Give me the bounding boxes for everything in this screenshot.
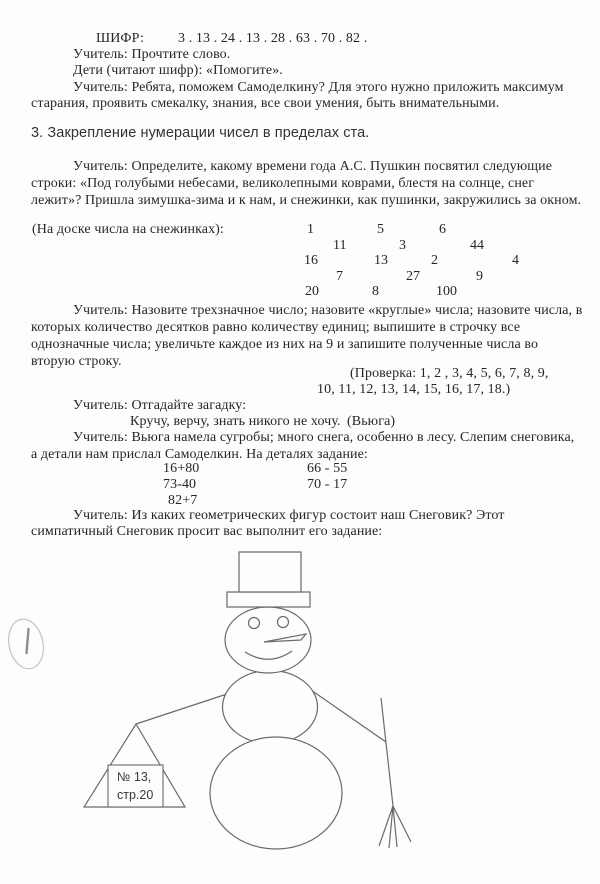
hat-crown bbox=[239, 552, 301, 592]
teacher-help-line-2: старания, проявить смекалку, знания, все свои умения, быть внимательными. bbox=[31, 96, 500, 111]
snowflake-number: 11 bbox=[333, 238, 347, 253]
task-expression: 16+80 bbox=[163, 461, 200, 476]
riddle-intro: Учитель: Отгадайте загадку: bbox=[73, 398, 247, 413]
snowflake-number: 44 bbox=[470, 238, 484, 253]
board-note: (На доске числа на снежинках): bbox=[32, 222, 224, 237]
task-expression: 66 - 55 bbox=[307, 461, 348, 476]
task-expression: 73-40 bbox=[163, 477, 197, 492]
margin-pencil-mark bbox=[4, 616, 48, 672]
cipher-label: ШИФР: bbox=[96, 31, 144, 46]
pushkin-line-2: строки: «Под голубыми небесами, великолепными коврами, блестя на солнце, снег bbox=[31, 176, 535, 191]
geometry-line-2: симпатичный Снеговик просит вас выполнит его задание: bbox=[31, 524, 383, 539]
snowflake-number: 8 bbox=[372, 284, 379, 299]
pushkin-line-1: Учитель: Определите, какому времени года А.С. Пушкин посвятил следующие bbox=[73, 159, 553, 174]
riddle-text: Кручу, верчу, знать никого не хочу. bbox=[130, 414, 341, 429]
snowflake-number: 4 bbox=[512, 253, 519, 268]
blizzard-line-1: Учитель: Вьюга намела сугробы; много снега, особенно в лесу. Слепим снеговика, bbox=[73, 430, 575, 445]
snowflake-number: 27 bbox=[406, 269, 420, 284]
snowflake-number: 13 bbox=[374, 253, 388, 268]
pencil-stroke bbox=[27, 629, 29, 653]
snowflake-number: 5 bbox=[377, 222, 384, 237]
snowflake-number: 2 bbox=[431, 253, 438, 268]
riddle-answer: (Вьюга) bbox=[347, 414, 396, 429]
snowflake-number: 3 bbox=[399, 238, 406, 253]
sign-line-2: стр.20 bbox=[117, 788, 154, 802]
snowflake-number: 7 bbox=[336, 269, 343, 284]
numbers-task-line-1: Учитель: Назовите трехзначное число; назовите «круглые» числа; назовите числа, в bbox=[73, 303, 583, 318]
check-line-2: 10, 11, 12, 13, 14, 15, 16, 17, 18.) bbox=[317, 382, 511, 397]
hat-brim bbox=[227, 592, 310, 607]
snowman-right-eye bbox=[278, 617, 289, 628]
snowflake-number: 100 bbox=[436, 284, 457, 299]
check-line-1: (Проверка: 1, 2 , 3, 4, 5, 6, 7, 8, 9, bbox=[350, 366, 549, 381]
cipher-code: 3 . 13 . 24 . 13 . 28 . 63 . 70 . 82 . bbox=[178, 31, 368, 46]
snowman-bottom-ball bbox=[210, 737, 342, 849]
snowman-left-eye bbox=[249, 618, 260, 629]
teacher-line-read-word: Учитель: Прочтите слово. bbox=[73, 47, 231, 62]
snowman-right-arm bbox=[311, 690, 386, 742]
sign-line-1: № 13, bbox=[117, 770, 152, 784]
numbers-task-line-2: которых количество десятков равно количеству единиц; выпишите в строчку все bbox=[31, 320, 521, 335]
geometry-line-1: Учитель: Из каких геометрических фигур состоит наш Снеговик? Этот bbox=[73, 508, 505, 523]
snowman-left-arm bbox=[136, 694, 227, 724]
snowman-middle-ball bbox=[223, 671, 318, 744]
snowflake-number: 1 bbox=[307, 222, 314, 237]
task-expression: 70 - 17 bbox=[307, 477, 348, 492]
snowflake-number: 9 bbox=[476, 269, 483, 284]
pencil-oval bbox=[4, 616, 48, 672]
pushkin-line-3: лежит»? Пришла зимушка-зима и к нам, и снежинки, как пушинки, закружились за окном. bbox=[31, 193, 582, 208]
section-heading: 3. Закрепление нумерации чисел в пределах ста. bbox=[31, 125, 370, 141]
children-line: Дети (читают шифр): «Помогите». bbox=[73, 63, 283, 78]
task-expression: 82+7 bbox=[168, 493, 198, 508]
blizzard-line-2: а детали нам прислал Самоделкин. На деталях задание: bbox=[31, 447, 368, 462]
snowflake-number: 20 bbox=[305, 284, 319, 299]
numbers-task-line-3: однозначные числа; увеличьте каждое из них на 9 и запишите полученные числа во bbox=[31, 337, 539, 352]
numbers-task-line-4: вторую строку. bbox=[31, 354, 122, 369]
broom-stick bbox=[381, 698, 393, 806]
snowflake-number: 6 bbox=[439, 222, 446, 237]
teacher-help-line-1: Учитель: Ребята, поможем Самоделкину? Для этого нужно приложить максимум bbox=[73, 80, 564, 95]
snowflake-number: 16 bbox=[304, 253, 318, 268]
